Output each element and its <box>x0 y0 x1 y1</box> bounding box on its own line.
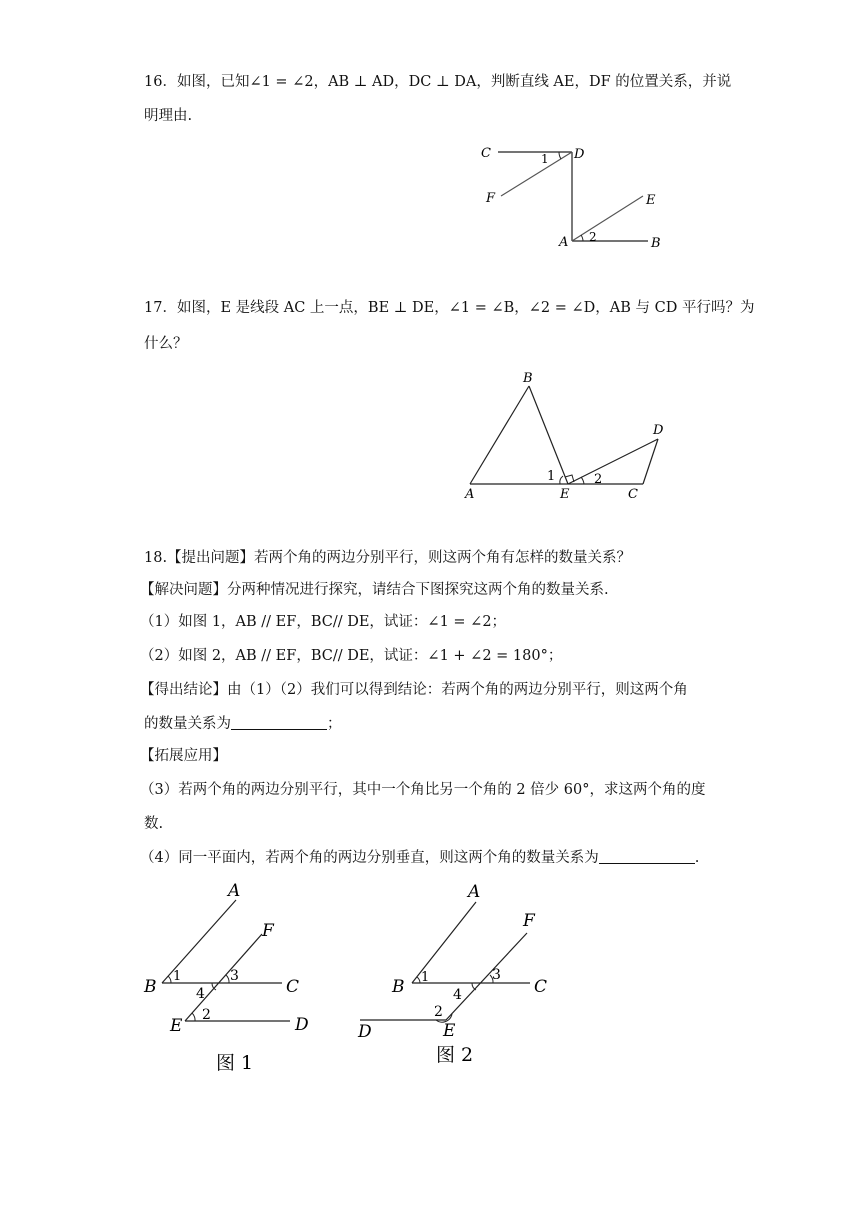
q17-label-d: D <box>653 423 664 438</box>
q17-label-b: B <box>523 371 533 386</box>
q17-label-1: 1 <box>547 469 556 484</box>
q16-label-1: 1 <box>541 152 549 166</box>
q17-line-ab <box>470 386 529 484</box>
q17-angle1-arc <box>560 476 563 484</box>
q17-angle2-arc <box>581 477 584 484</box>
q17-label-e: E <box>560 487 570 502</box>
q16-label-d: D <box>574 147 585 162</box>
q16-angle2-arc <box>581 235 583 241</box>
fig1-angle1-arc <box>168 976 171 983</box>
q18-text-line9: 数. <box>144 816 164 832</box>
q18-line10-end: . <box>694 850 700 866</box>
fig1-angle2-arc <box>192 1013 195 1021</box>
q16-label-e: E <box>646 193 656 208</box>
q17-text-line1: 17．如图，E 是线段 AC 上一点，BE ⊥ DE，∠1 = ∠B，∠2 = ∠D，AB 与 CD 平行吗？为 <box>144 300 755 316</box>
fig2-angle1-arc <box>417 977 420 983</box>
fig2-caption: 图 2 <box>436 1044 474 1066</box>
fig2-line-ef <box>446 933 527 1020</box>
fig1-label-4: 4 <box>196 986 205 1002</box>
q17-label-2: 2 <box>594 472 603 487</box>
q17-label-a: A <box>465 487 475 502</box>
q18-text-line6 <box>144 714 342 734</box>
q18-text-line10 <box>140 848 699 868</box>
fig1-label-f: F <box>262 921 274 941</box>
fig2-label-d: D <box>358 1022 372 1042</box>
q16-figure <box>470 140 670 255</box>
fig1-label-a: A <box>228 881 241 901</box>
q18-line6-end: ； <box>327 716 342 732</box>
q18-line10-text: （4）同一平面内，若两个角的两边分别垂直，则这两个角的数量关系为 <box>140 850 599 866</box>
fig2-label-f: F <box>523 911 535 931</box>
q17-label-c: C <box>628 487 638 502</box>
q18-text-line4: （2）如图 2，AB // EF，BC// DE，试证：∠1 + ∠2 = 180°； <box>140 648 563 664</box>
q18-line6-text: 的数量关系为 <box>144 716 231 732</box>
fig1-label-2: 2 <box>202 1007 211 1023</box>
q16-label-a: A <box>559 235 569 250</box>
q18-figure-2 <box>350 878 570 1078</box>
fig1-label-e: E <box>170 1016 183 1036</box>
fig2-label-1: 1 <box>421 970 430 985</box>
q17-text-line2: 什么？ <box>144 336 188 352</box>
q18-answer-blank-1 <box>231 715 327 730</box>
q18-text-line3: （1）如图 1，AB // EF，BC// DE，试证：∠1 = ∠2； <box>140 614 507 630</box>
q18-text-line1: 18.【提出问题】若两个角的两边分别平行，则这两个角有怎样的数量关系？ <box>144 550 632 566</box>
fig1-caption: 图 1 <box>216 1052 254 1074</box>
fig2-label-a: A <box>468 882 481 902</box>
q16-text-line2: 明理由. <box>144 108 193 124</box>
fig2-label-e: E <box>443 1021 456 1041</box>
fig1-label-c: C <box>286 977 300 997</box>
q16-angle1-arc <box>559 152 561 159</box>
fig2-label-c: C <box>534 977 548 997</box>
q16-line-ae <box>572 196 643 241</box>
q18-text-line7: 【拓展应用】 <box>140 748 227 764</box>
q16-label-f: F <box>486 191 496 206</box>
fig2-label-4: 4 <box>453 987 462 1003</box>
q18-figure-1 <box>130 878 330 1078</box>
fig2-label-2: 2 <box>434 1004 443 1020</box>
q18-text-line2: 【解决问题】分两种情况进行探究，请结合下图探究这两个角的数量关系. <box>140 582 609 598</box>
fig1-label-b: B <box>144 977 157 997</box>
fig2-label-b: B <box>392 977 405 997</box>
q16-text-line1: 16．如图，已知∠1 = ∠2，AB ⊥ AD，DC ⊥ DA，判断直线 AE，DF 的位置关系，并说 <box>144 74 732 90</box>
fig1-label-d: D <box>295 1015 309 1035</box>
q16-label-2: 2 <box>589 230 597 244</box>
q16-label-c: C <box>481 146 491 161</box>
q18-answer-blank-2 <box>599 849 695 864</box>
fig1-angle3-arc <box>226 975 229 983</box>
q16-label-b: B <box>651 236 661 251</box>
q16-line-df <box>501 152 572 196</box>
q17-figure <box>460 366 680 506</box>
fig2-label-3: 3 <box>492 967 501 983</box>
q18-text-line5: 【得出结论】由（1）（2）我们可以得到结论：若两个角的两边分别平行，则这两个角 <box>140 682 688 698</box>
fig1-label-1: 1 <box>173 969 182 984</box>
fig1-line-ef <box>185 934 262 1021</box>
fig1-label-3: 3 <box>230 968 239 984</box>
q18-text-line8: （3）若两个角的两边分别平行，其中一个角比另一个角的 2 倍少 60°，求这两个角的度 <box>140 782 706 798</box>
